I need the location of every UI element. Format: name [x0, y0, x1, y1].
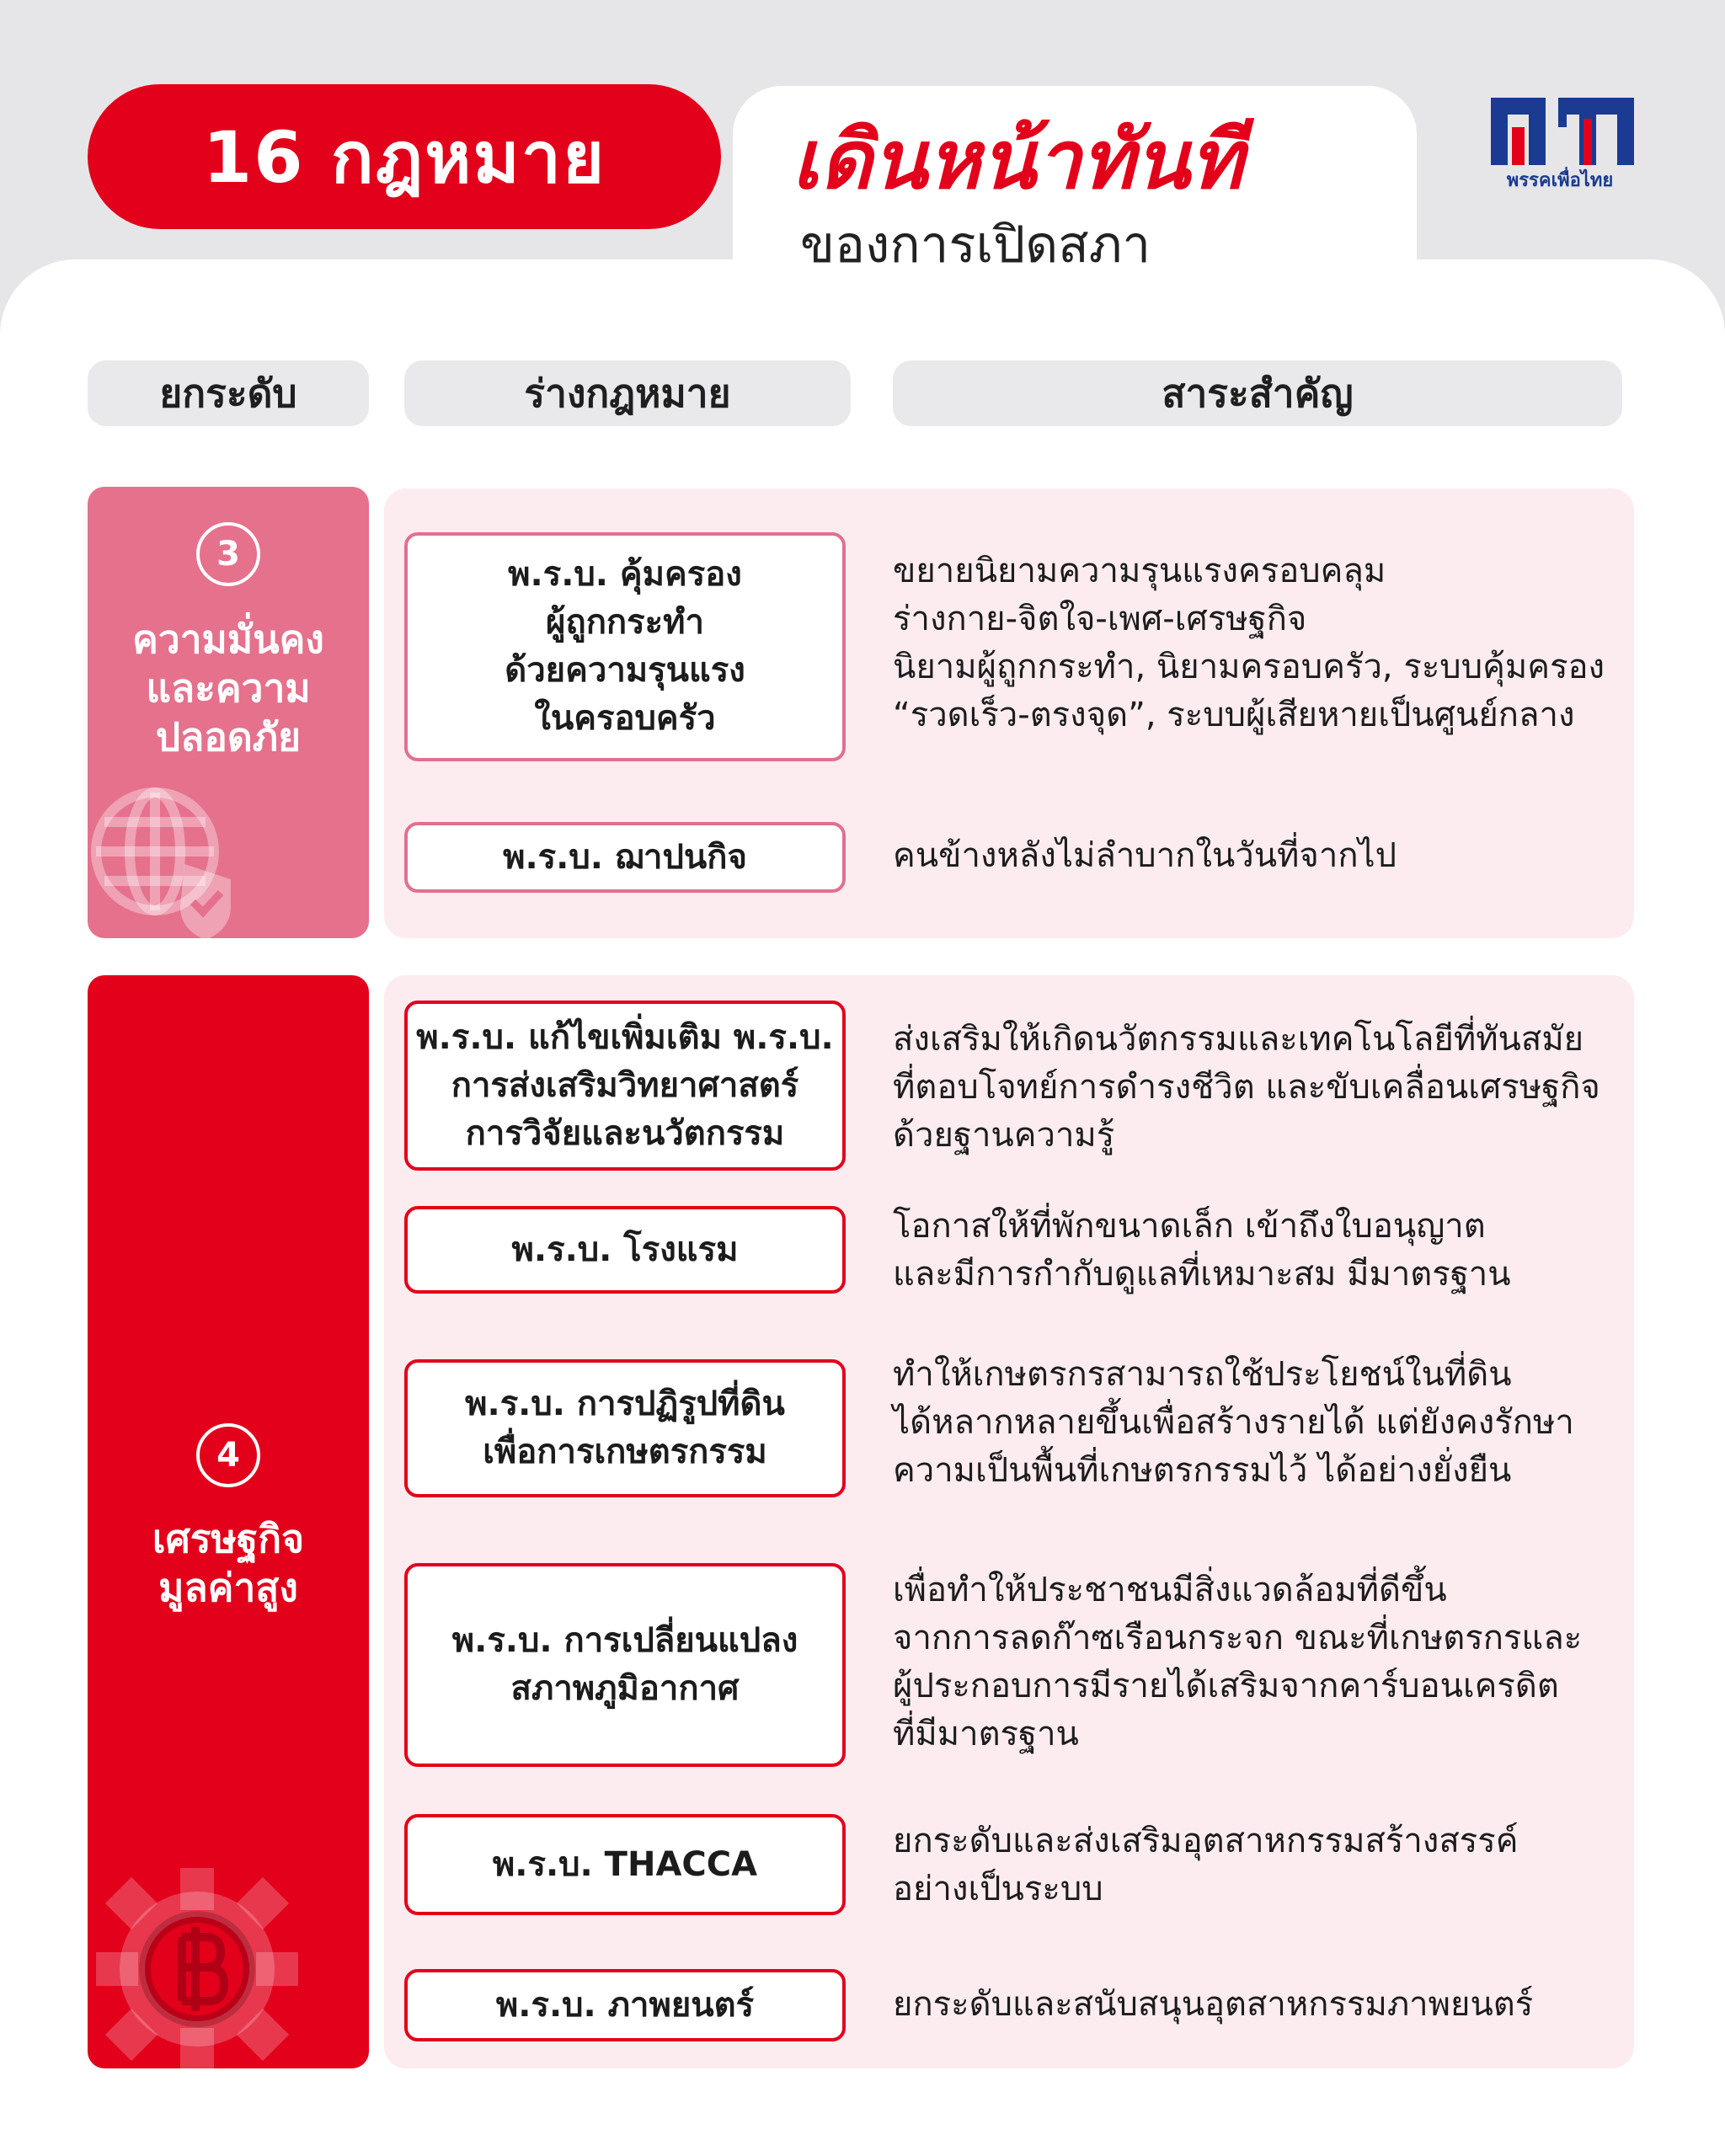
description-line: คนข้างหลังไม่ลำบากในวันที่จากไป: [893, 836, 1397, 875]
law-name-line: พ.ร.บ. ฌาปนกิจ: [503, 837, 747, 877]
description-line: ยกระดับและส่งเสริมอุตสาหกรรมสร้างสรรค์: [893, 1822, 1519, 1860]
description-line: ยกระดับและสนับสนุนอุตสาหกรรมภาพยนตร์: [893, 1985, 1534, 2024]
law-name-line: พ.ร.บ. การปฏิรูปที่ดิน: [465, 1385, 785, 1423]
law-box: [404, 1001, 846, 1171]
section-title-line: ความมั่นคง: [132, 616, 324, 662]
description-line: ทำให้เกษตรกรสามารถใช้ประโยชน์ในที่ดิน: [893, 1355, 1512, 1394]
description-line: นิยามผู้ถูกกระทำ, นิยามครอบครัว, ระบบคุ้มครอง: [893, 648, 1605, 686]
description-line: และมีการกำกับดูแลที่เหมาะสม มีมาตรฐาน: [893, 1255, 1511, 1294]
section-number: 4: [216, 1436, 240, 1475]
description-line: ได้หลากหลายขึ้นเพื่อสร้างรายได้ แต่ยังคงรักษา: [893, 1403, 1574, 1442]
law-name-line: การส่งเสริมวิทยาศาสตร์: [451, 1065, 799, 1105]
law-box: [404, 822, 846, 893]
description-line: “รวดเร็ว-ตรงจุด”, ระบบผู้เสียหายเป็นศูนย์กลาง: [893, 696, 1575, 734]
section-title: [88, 1514, 369, 1612]
law-name-line: ผู้ถูกกระทำ: [546, 603, 704, 642]
section-title-line: ปลอดภัย: [155, 714, 302, 760]
column-header-level: [88, 360, 369, 426]
law-box: [404, 1563, 846, 1767]
law-description: [893, 832, 1651, 880]
section-number-badge: [196, 1423, 260, 1487]
description-line: ร่างกาย-จิตใจ-เพศ-เศรษฐกิจ: [893, 600, 1307, 638]
law-description: [893, 1566, 1651, 1758]
column-header-label: ยกระดับ: [159, 370, 297, 416]
section-number-badge: [196, 522, 260, 586]
section-4-category: [88, 975, 369, 2068]
description-line: อย่างเป็นระบบ: [893, 1870, 1103, 1908]
description-line: ขยายนิยามความรุนแรงครอบคลุม: [893, 552, 1386, 590]
law-name-line: เพื่อการเกษตรกรรม: [483, 1433, 767, 1471]
law-description: [893, 1351, 1651, 1495]
description-line: โอกาสให้ที่พักขนาดเล็ก เข้าถึงใบอนุญาต: [893, 1207, 1486, 1246]
column-header-law: [404, 360, 851, 426]
description-line: เพื่อทำให้ประชาชนมีสิ่งแวดล้อมที่ดีขึ้น: [893, 1571, 1447, 1609]
law-box: [404, 532, 846, 761]
section-title-line: เศรษฐกิจ: [152, 1516, 305, 1561]
section-title: [88, 615, 369, 761]
description-line: ที่มีมาตรฐาน: [893, 1715, 1079, 1753]
title-badge: [88, 84, 721, 229]
logo-text: พรรคเพื่อไทย: [1506, 170, 1614, 191]
law-name-line: ด้วยความรุนแรง: [505, 651, 745, 690]
law-name-line: ในครอบครัว: [534, 699, 716, 738]
law-box: [404, 1814, 846, 1915]
section-title-line: และความ: [146, 665, 311, 711]
baht-gear-icon: [88, 1860, 307, 2068]
section-number: 3: [216, 535, 240, 574]
law-description: [893, 1981, 1651, 2029]
law-name-line: พ.ร.บ. แก้ไขเพิ่มเติม พ.ร.บ.: [416, 1017, 834, 1057]
description-line: ผู้ประกอบการมีรายได้เสริมจากคาร์บอนเครดิต: [893, 1667, 1559, 1705]
law-name-line: การวิจัยและนวัตกรรม: [465, 1113, 785, 1153]
law-box: [404, 1359, 846, 1497]
page-title: เดินหน้าทันที: [792, 113, 1243, 207]
law-name-line: พ.ร.บ. คุ้มครอง: [508, 555, 742, 594]
section-title-line: มูลค่าสูง: [158, 1565, 298, 1610]
page-subtitle: ของการเปิดสภา: [800, 215, 1151, 275]
law-name-line: พ.ร.บ. การเปลี่ยนแปลง: [451, 1621, 798, 1660]
law-description: [893, 1203, 1651, 1299]
description-line: ด้วยฐานความรู้: [893, 1116, 1115, 1155]
law-box: [404, 1969, 846, 2041]
description-line: จากการลดก๊าซเรือนกระจก ขณะที่เกษตรกรและ: [893, 1619, 1583, 1657]
badge-title: 16 กฎหมาย: [202, 116, 606, 199]
law-name-line: พ.ร.บ. THACCA: [492, 1844, 758, 1884]
description-line: ที่ตอบโจทย์การดำรงชีวิต และขับเคลื่อนเศรษฐกิจ: [893, 1068, 1600, 1107]
globe-shield-icon: [88, 780, 248, 938]
column-header-summary: [893, 360, 1622, 426]
law-name-line: พ.ร.บ. โรงแรม: [511, 1230, 739, 1269]
law-name-line: สภาพภูมิอากาศ: [510, 1669, 740, 1708]
law-description: [893, 547, 1651, 739]
law-box: [404, 1206, 846, 1294]
section-3-category: [88, 487, 369, 938]
law-description: [893, 1817, 1651, 1913]
law-description: [893, 1016, 1651, 1160]
description-line: ความเป็นพื้นที่เกษตรกรรมไว้ ได้อย่างยั่งยืน: [893, 1451, 1512, 1490]
law-name-line: พ.ร.บ. ภาพยนตร์: [495, 1985, 755, 2025]
column-header-label: ร่างกฎหมาย: [524, 370, 731, 416]
description-line: ส่งเสริมให้เกิดนวัตกรรมและเทคโนโลยีที่ทันสมัย: [893, 1020, 1584, 1059]
column-header-label: สาระสำคัญ: [1162, 370, 1354, 416]
